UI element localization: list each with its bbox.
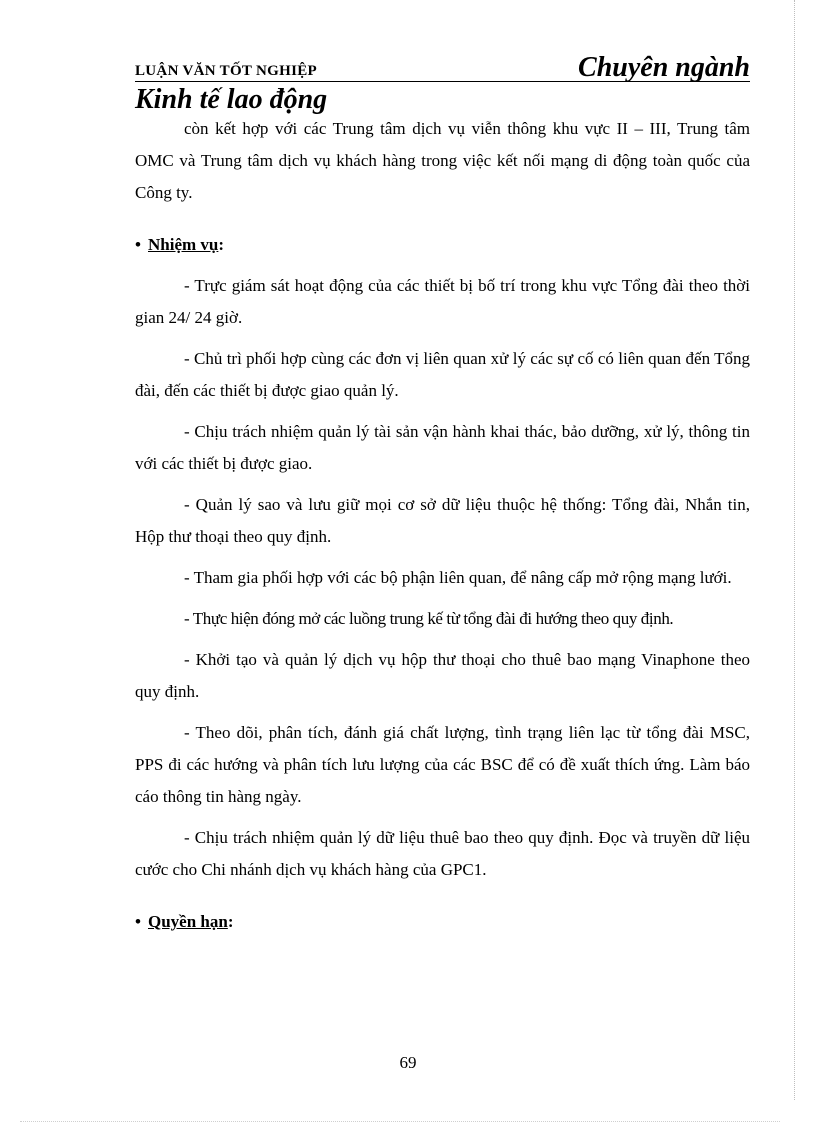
bullet-icon: • xyxy=(135,235,141,254)
duty-item: - Tham gia phối hợp với các bộ phận liên quan, để nâng cấp mở rộng mạng lưới. xyxy=(184,568,732,587)
header-title-left: LUẬN VĂN TỐT NGHIỆP xyxy=(135,63,317,79)
duty-item: - Quản lý sao và lưu giữ mọi cơ sở dữ liệu thuộc hệ thống: Tổng đài, Nhắn tin, Hộp thư thoại theo quy định. xyxy=(135,495,750,546)
section-heading-nhiem-vu xyxy=(135,229,750,261)
page-number: 69 xyxy=(399,1053,417,1072)
duty-item: - Chịu trách nhiệm quản lý tài sản vận hành khai thác, bảo dưỡng, xử lý, thông tin với các thiết bị được giao. xyxy=(135,422,750,473)
section-colon: : xyxy=(227,912,234,931)
section-heading-quyen-han xyxy=(135,906,750,938)
duty-item: - Trực giám sát hoạt động của các thiết bị bố trí trong khu vực Tổng đài theo thời gian 24/ 24 giờ. xyxy=(135,276,750,327)
duty-item: - Thực hiện đóng mở các luồng trung kế từ tổng đài đi hướng theo quy định. xyxy=(184,609,674,628)
intro-paragraph: còn kết hợp với các Trung tâm dịch vụ viễn thông khu vực II – III, Trung tâm OMC và Trung tâm dịch vụ khách hàng trong việc kết nối mạng di động toàn quốc của Công ty. xyxy=(135,119,750,202)
section-title: Nhiệm vụ xyxy=(148,235,219,254)
duty-item: - Chủ trì phối hợp cùng các đơn vị liên quan xử lý các sự cố có liên quan đến Tổng đài, đến các thiết bị được giao quản lý. xyxy=(135,349,750,400)
page-frame-right xyxy=(794,0,795,1100)
header-title-right: Chuyên ngành xyxy=(578,52,750,83)
bullet-icon: • xyxy=(135,912,141,931)
duty-item: - Theo dõi, phân tích, đánh giá chất lượng, tình trạng liên lạc từ tổng đài MSC, PPS đi các hướng và phân tích lưu lượng của các BSC để có đề xuất thích ứng. Làm báo cáo thông tin hàng ngày. xyxy=(135,723,750,806)
header-subtitle: Kinh tế lao động xyxy=(135,84,328,115)
duty-item: - Khởi tạo và quản lý dịch vụ hộp thư thoại cho thuê bao mạng Vinaphone theo quy định. xyxy=(135,650,750,701)
header-rule xyxy=(135,81,750,82)
section-colon: : xyxy=(218,235,225,254)
duty-item: - Chịu trách nhiệm quản lý dữ liệu thuê bao theo quy định. Đọc và truyền dữ liệu cước cho Chi nhánh dịch vụ khách hàng của GPC1. xyxy=(135,828,750,879)
document-body xyxy=(135,113,750,938)
section-title: Quyền hạn xyxy=(148,912,228,931)
page-frame-bottom xyxy=(20,1121,780,1122)
page-header xyxy=(135,52,750,82)
